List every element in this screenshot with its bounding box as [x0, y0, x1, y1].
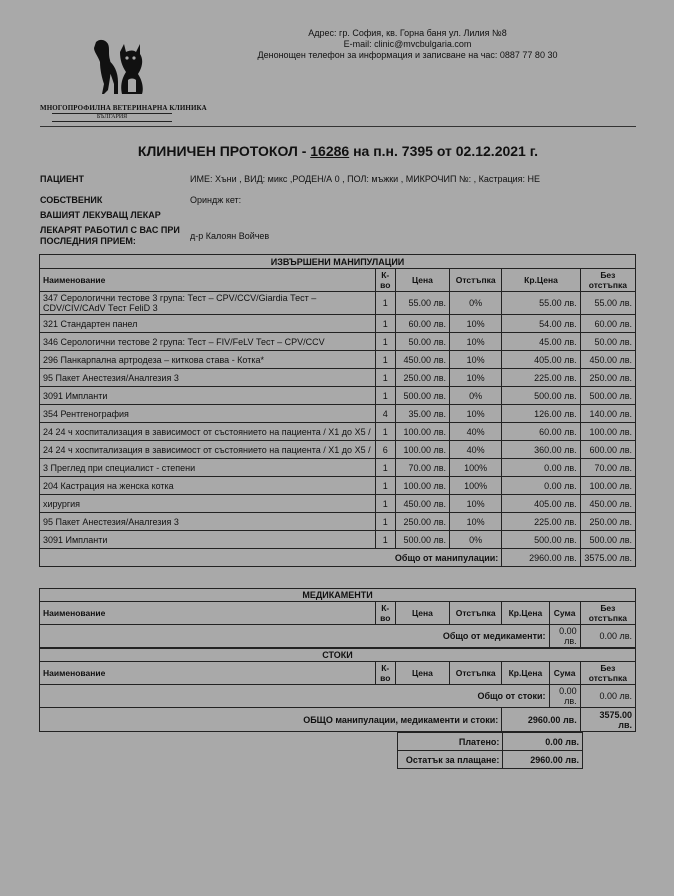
due-value: 2960.00 лв. — [503, 751, 583, 769]
item-net-price: 405.00 лв. — [502, 351, 580, 369]
item-no-discount: 100.00 лв. — [580, 423, 635, 441]
clinic-contacts — [240, 28, 575, 61]
item-price: 250.00 лв. — [395, 369, 449, 387]
item-discount: 100% — [450, 459, 502, 477]
col-discount: Отстъпка — [450, 602, 502, 625]
item-net-price: 225.00 лв. — [502, 513, 580, 531]
item-price: 55.00 лв. — [395, 292, 449, 315]
item-qty: 6 — [375, 441, 395, 459]
item-net-price: 500.00 лв. — [502, 387, 580, 405]
item-discount: 10% — [450, 405, 502, 423]
paid-value: 0.00 лв. — [503, 733, 583, 751]
item-qty: 1 — [375, 423, 395, 441]
patient-value: ИМЕ: Хъни , ВИД: микс ,РОДЕН/А 0 , ПОЛ: мъжки , МИКРОЧИП №: , Кастрация: НЕ — [190, 174, 541, 184]
item-price: 500.00 лв. — [395, 387, 449, 405]
item-net-price: 54.00 лв. — [502, 315, 580, 333]
item-qty: 1 — [375, 513, 395, 531]
item-name: 204 Кастрация на женска котка — [40, 477, 376, 495]
col-name: Наименование — [40, 662, 376, 685]
col-name: Наименование — [40, 269, 376, 292]
item-net-price: 55.00 лв. — [502, 292, 580, 315]
item-discount: 10% — [450, 513, 502, 531]
col-qty: К-во — [375, 662, 395, 685]
item-net-price: 360.00 лв. — [502, 441, 580, 459]
item-discount: 10% — [450, 495, 502, 513]
clinic-email: E-mail: clinic@mvcbulgaria.com — [343, 39, 472, 49]
col-no-discount: Без отстъпка — [580, 602, 635, 625]
item-price: 50.00 лв. — [395, 333, 449, 351]
grand-total-net: 2960.00 лв. — [502, 708, 580, 732]
item-no-discount: 55.00 лв. — [580, 292, 635, 315]
item-net-price: 500.00 лв. — [502, 531, 580, 549]
goods-total-label: Общо от стоки: — [40, 685, 550, 708]
col-net-price: Кр.Цена — [502, 662, 549, 685]
item-price: 60.00 лв. — [395, 315, 449, 333]
item-no-discount: 450.00 лв. — [580, 495, 635, 513]
goods-table — [39, 648, 636, 708]
table-row — [40, 531, 636, 549]
item-discount: 10% — [450, 315, 502, 333]
item-net-price: 0.00 лв. — [502, 459, 580, 477]
item-no-discount: 600.00 лв. — [580, 441, 635, 459]
last-doctor-value: д-р Калоян Войчев — [190, 231, 270, 241]
item-no-discount: 100.00 лв. — [580, 477, 635, 495]
table-row — [40, 459, 636, 477]
manipulations-total-label: Общо от манипулации: — [40, 549, 502, 567]
manipulations-total-net: 2960.00 лв. — [502, 549, 580, 567]
col-no-discount: Без отстъпка — [580, 269, 635, 292]
clinic-phone: Денонощен телефон за информация и записване на час: 0887 77 80 30 — [257, 50, 558, 60]
manipulations-title: ИЗВЪРШЕНИ МАНИПУЛАЦИИ — [40, 255, 636, 269]
item-name: 3091 Импланти — [40, 387, 376, 405]
col-qty: К-во — [375, 602, 395, 625]
item-no-discount: 70.00 лв. — [580, 459, 635, 477]
item-discount: 10% — [450, 351, 502, 369]
item-qty: 1 — [375, 495, 395, 513]
item-name: 3 Преглед при специалист - степени — [40, 459, 376, 477]
patient-label: ПАЦИЕНТ — [40, 174, 85, 184]
item-no-discount: 60.00 лв. — [580, 315, 635, 333]
col-discount: Отстъпка — [450, 662, 502, 685]
item-qty: 1 — [375, 459, 395, 477]
item-price: 100.00 лв. — [395, 423, 449, 441]
item-qty: 1 — [375, 292, 395, 315]
item-price: 450.00 лв. — [395, 495, 449, 513]
manipulations-total-full: 3575.00 лв. — [580, 549, 635, 567]
item-qty: 1 — [375, 531, 395, 549]
item-price: 500.00 лв. — [395, 531, 449, 549]
item-name: 95 Пакет Анестезия/Аналгезия 3 — [40, 369, 376, 387]
item-discount: 0% — [450, 531, 502, 549]
item-qty: 1 — [375, 387, 395, 405]
item-name: хирургия — [40, 495, 376, 513]
item-no-discount: 450.00 лв. — [580, 351, 635, 369]
col-net-price: Кр.Цена — [502, 269, 580, 292]
clinic-name: МНОГОПРОФИЛНА ВЕТЕРИНАРНА КЛИНИКА — [40, 104, 207, 112]
table-row — [40, 351, 636, 369]
table-row — [40, 495, 636, 513]
item-net-price: 225.00 лв. — [502, 369, 580, 387]
clinic-logo — [40, 38, 207, 122]
item-no-discount: 140.00 лв. — [580, 405, 635, 423]
item-net-price: 45.00 лв. — [502, 333, 580, 351]
item-discount: 40% — [450, 441, 502, 459]
last-doctor-label: ЛЕКАРЯТ РАБОТИЛ С ВАС ПРИ ПОСЛЕДНИЯ ПРИЕМ: — [40, 225, 180, 246]
item-no-discount: 500.00 лв. — [580, 387, 635, 405]
goods-total-full: 0.00 лв. — [580, 685, 635, 708]
manipulations-table — [39, 254, 636, 567]
item-name: 346 Серологични тестове 2 група: Тест – FIV/FeLV Тест – CPV/CCV — [40, 333, 376, 351]
item-discount: 100% — [450, 477, 502, 495]
item-qty: 1 — [375, 369, 395, 387]
medicaments-total-full: 0.00 лв. — [580, 625, 635, 648]
table-row — [40, 387, 636, 405]
col-name: Наименование — [40, 602, 376, 625]
item-price: 250.00 лв. — [395, 513, 449, 531]
item-discount: 0% — [450, 292, 502, 315]
item-qty: 1 — [375, 333, 395, 351]
item-qty: 1 — [375, 477, 395, 495]
table-row — [40, 405, 636, 423]
summary-table — [39, 707, 636, 732]
goods-title: СТОКИ — [40, 649, 636, 662]
payment-table — [397, 732, 583, 769]
medicaments-table — [39, 588, 636, 648]
item-discount: 0% — [450, 387, 502, 405]
item-discount: 10% — [450, 369, 502, 387]
item-name: 95 Пакет Анестезия/Аналгезия 3 — [40, 513, 376, 531]
col-qty: К-во — [375, 269, 395, 292]
col-price: Цена — [395, 269, 449, 292]
protocol-suffix: на п.н. 7395 от 02.12.2021 г. — [353, 143, 539, 159]
medicaments-total-net: 0.00 лв. — [549, 625, 580, 648]
col-sum: Сума — [549, 602, 580, 625]
item-price: 100.00 лв. — [395, 477, 449, 495]
col-discount: Отстъпка — [450, 269, 502, 292]
clinic-country: БЪЛГАРИЯ — [52, 113, 172, 122]
item-no-discount: 250.00 лв. — [580, 513, 635, 531]
col-no-discount: Без отстъпка — [580, 662, 635, 685]
item-qty: 4 — [375, 405, 395, 423]
medicaments-title: МЕДИКАМЕНТИ — [40, 589, 636, 602]
item-name: 24 24 ч хоспитализация в зависимост от състоянието на пациента / X1 до X5 / — [40, 441, 376, 459]
grand-total-label: ОБЩО манипулации, медикаменти и стоки: — [40, 708, 502, 732]
item-discount: 40% — [450, 423, 502, 441]
clinic-address: Адрес: гр. София, кв. Горна баня ул. Лилия №8 — [308, 28, 507, 38]
item-no-discount: 250.00 лв. — [580, 369, 635, 387]
item-no-discount: 50.00 лв. — [580, 333, 635, 351]
col-sum: Сума — [549, 662, 580, 685]
item-net-price: 0.00 лв. — [502, 477, 580, 495]
doctor-label: ВАШИЯТ ЛЕКУВАЩ ЛЕКАР — [40, 210, 161, 220]
item-net-price: 126.00 лв. — [502, 405, 580, 423]
owner-value: Ориндж кет: — [190, 195, 242, 205]
goods-total-net: 0.00 лв. — [549, 685, 580, 708]
table-row — [40, 369, 636, 387]
table-row — [40, 441, 636, 459]
item-name: 321 Стандартен панел — [40, 315, 376, 333]
table-row — [40, 423, 636, 441]
table-row — [40, 333, 636, 351]
item-qty: 1 — [375, 351, 395, 369]
medicaments-total-label: Общо от медикаменти: — [40, 625, 550, 648]
header-divider — [40, 126, 636, 127]
protocol-title — [40, 143, 636, 159]
item-qty: 1 — [375, 315, 395, 333]
item-name: 354 Рентгенография — [40, 405, 376, 423]
protocol-prefix: КЛИНИЧЕН ПРОТОКОЛ - — [137, 143, 307, 159]
table-row — [40, 513, 636, 531]
paid-label: Платено: — [398, 733, 503, 751]
col-net-price: Кр.Цена — [502, 602, 549, 625]
item-price: 100.00 лв. — [395, 441, 449, 459]
due-label: Остатък за плащане: — [398, 751, 503, 769]
col-price: Цена — [395, 602, 449, 625]
owner-label: СОБСТВЕНИК — [40, 195, 103, 205]
item-name: 3091 Импланти — [40, 531, 376, 549]
item-name: 347 Серологични тестове 3 група: Тест – CPV/CCV/Giardia Тест – CDV/CIV/CAdV Тест FeliD 3 — [40, 292, 376, 315]
dog-and-cat-icon — [92, 38, 148, 96]
item-price: 70.00 лв. — [395, 459, 449, 477]
manipulations-rows — [40, 292, 636, 549]
item-price: 35.00 лв. — [395, 405, 449, 423]
item-discount: 10% — [450, 333, 502, 351]
protocol-number: 16286 — [310, 143, 350, 159]
table-row — [40, 292, 636, 315]
item-net-price: 60.00 лв. — [502, 423, 580, 441]
item-name: 24 24 ч хоспитализация в зависимост от състоянието на пациента / X1 до X5 / — [40, 423, 376, 441]
col-price: Цена — [395, 662, 449, 685]
item-no-discount: 500.00 лв. — [580, 531, 635, 549]
item-net-price: 405.00 лв. — [502, 495, 580, 513]
item-price: 450.00 лв. — [395, 351, 449, 369]
item-name: 296 Панкарпална артродеза – киткова става - Котка* — [40, 351, 376, 369]
table-row — [40, 477, 636, 495]
grand-total-full: 3575.00 лв. — [580, 708, 635, 732]
table-row — [40, 315, 636, 333]
